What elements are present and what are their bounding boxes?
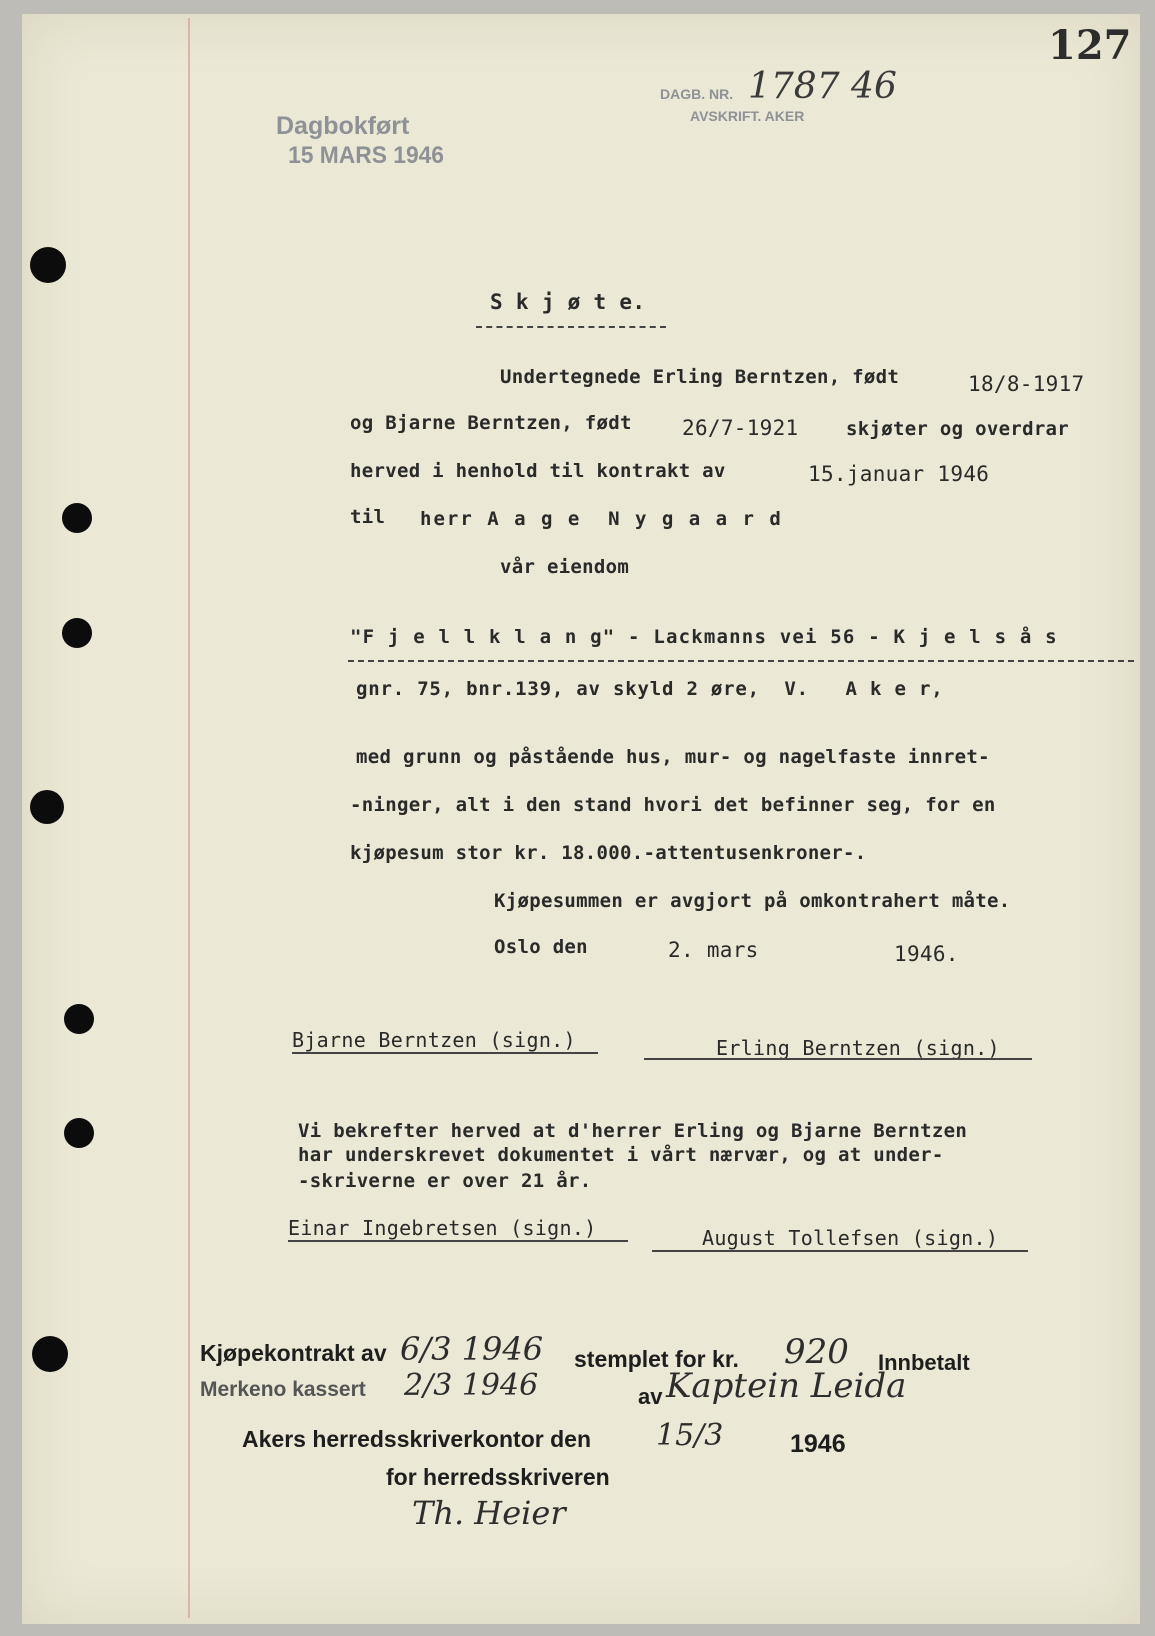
punch-hole [30, 790, 64, 824]
signature-erling: Erling Berntzen (sign.) [716, 1036, 1000, 1060]
signature-line-right [644, 1058, 1032, 1060]
title-underline [476, 326, 666, 328]
punch-hole [30, 247, 66, 283]
property-name: "F j e l l k l a n g" - Lackmanns vei 56 - K j e l s å s [350, 626, 1058, 648]
punch-hole [32, 1336, 68, 1372]
punch-hole [64, 1004, 94, 1034]
place: Oslo den [494, 936, 588, 958]
dagb-nr-stamp: DAGB. NR. [660, 86, 734, 102]
punch-hole [62, 503, 92, 533]
stamp-hand-date-3: 15/3 [656, 1418, 724, 1453]
body-line-1: Undertegnede Erling Berntzen, født [500, 366, 900, 388]
witness-line-3: -skriverne er over 21 år. [298, 1170, 592, 1192]
body-para-2: -ninger, alt i den stand hvori det befinner seg, for en [350, 794, 996, 816]
signature-bjarne: Bjarne Berntzen (sign.) [292, 1028, 576, 1052]
stamp-line-3a: Akers herredsskriverkontor den [242, 1426, 591, 1452]
birthdate-erling: 18/8-1917 [968, 372, 1085, 396]
stamp-hand-date-2: 2/3 1946 [404, 1368, 539, 1403]
avskrift-stamp: AVSKRIFT. AKER [690, 108, 805, 124]
signature-line-left [292, 1052, 598, 1054]
registrar-signature: Th. Heier [412, 1494, 566, 1532]
stamp-line-3b: 1946 [790, 1430, 846, 1458]
dagbokfort-date: 15 MARS 1946 [288, 142, 444, 169]
witness-line-right [652, 1250, 1028, 1252]
date-year: 1946. [894, 942, 959, 966]
witness-signature-right: August Tollefsen (sign.) [702, 1226, 999, 1250]
body-para-1: med grunn og påstående hus, mur- og nagelfaste innret- [356, 746, 990, 768]
contract-date: 15.januar 1946 [808, 462, 990, 486]
birthdate-bjarne: 26/7-1921 [682, 416, 799, 440]
body-line-4: til [350, 506, 386, 528]
property-details: gnr. 75, bnr.139, av skyld 2 øre, V. A k e r, [356, 678, 944, 700]
witness-line-1: Vi bekrefter herved at d'herrer Erling og Bjarne Berntzen [298, 1120, 968, 1142]
witness-line-2: har underskrevet dokumentet i vårt nærvær, og at under- [298, 1144, 944, 1166]
stamp-line-2b: av [638, 1384, 663, 1409]
dagb-number-handwritten: 1787 46 [748, 66, 897, 107]
body-line-2a: og Bjarne Berntzen, født [350, 412, 632, 434]
body-line-5: vår eiendom [500, 556, 630, 578]
stamp-line-2a: Merkeno kassert [200, 1378, 366, 1401]
stamp-hand-date-1: 6/3 1946 [400, 1330, 544, 1368]
document-title: S k j ø t e. [490, 290, 646, 314]
body-para-3: kjøpesum stor kr. 18.000.-attentusenkroner-. [350, 842, 867, 864]
body-line-3: herved i henhold til kontrakt av [350, 460, 726, 482]
body-para-4: Kjøpesummen er avgjort på omkontrahert måte. [494, 890, 1011, 912]
stamp-line-1c: Innbetalt [878, 1350, 970, 1375]
stamp-line-1b: stemplet for kr. [574, 1346, 739, 1372]
stamp-hand-name: Kaptein Leida [666, 1366, 907, 1406]
date-day: 2. mars [668, 938, 759, 962]
stamp-line-4: for herredsskriveren [386, 1464, 610, 1490]
page-number: 127 [1048, 22, 1132, 69]
witness-line-left [288, 1240, 628, 1242]
stamp-hand-amount: 920 [784, 1332, 849, 1372]
buyer-name: herr A a g e N y g a a r d [420, 508, 783, 530]
stamp-line-1a: Kjøpekontrakt av [200, 1340, 387, 1366]
punch-hole [64, 1118, 94, 1148]
margin-rule [188, 18, 190, 1618]
dagbokfort-stamp: Dagbokført [276, 112, 410, 140]
witness-signature-left: Einar Ingebretsen (sign.) [288, 1216, 597, 1240]
punch-hole [62, 618, 92, 648]
property-underline [348, 660, 1134, 662]
body-line-2b: skjøter og overdrar [846, 418, 1070, 440]
